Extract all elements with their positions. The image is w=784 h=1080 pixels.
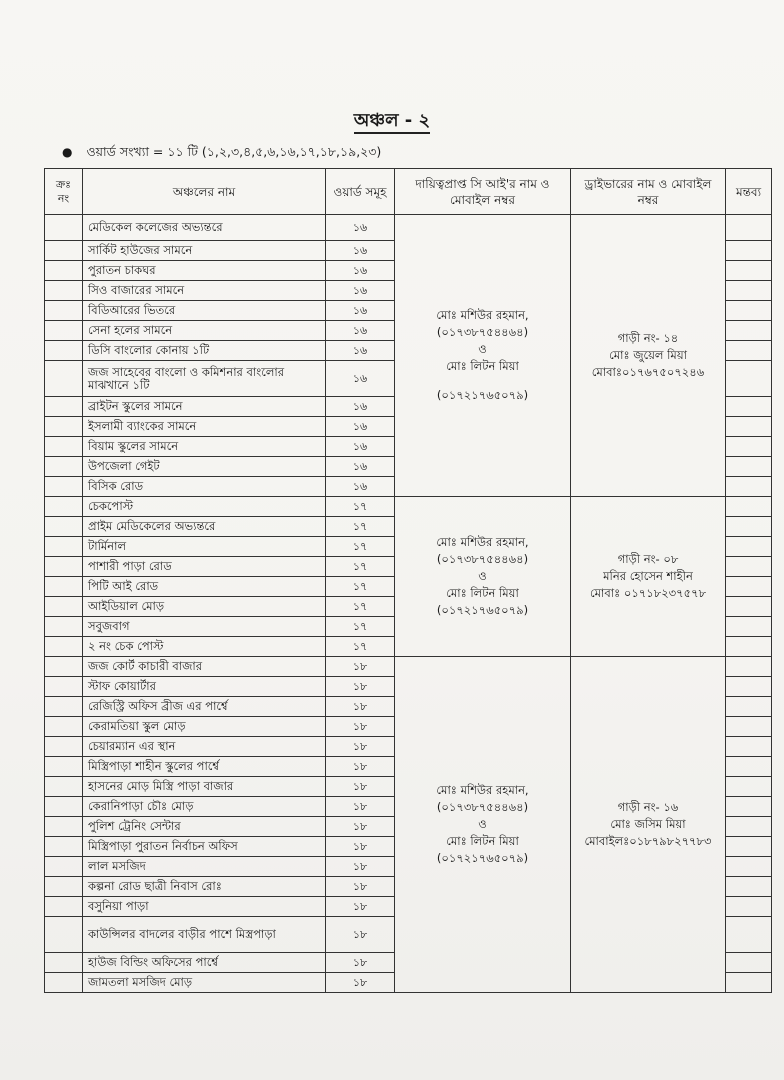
driver-contact-cell bbox=[571, 497, 726, 657]
remarks-cell bbox=[726, 261, 772, 281]
sl-cell bbox=[45, 797, 83, 817]
ci-contact-cell bbox=[395, 657, 571, 993]
sl-cell bbox=[45, 837, 83, 857]
remarks-cell bbox=[726, 817, 772, 837]
area-name-cell: হাসনের মোড় মিস্ত্রি পাড়া বাজার bbox=[83, 777, 326, 797]
area-name-cell: ২ নং চেক পোস্ট bbox=[83, 637, 326, 657]
sl-cell bbox=[45, 215, 83, 241]
sl-cell bbox=[45, 361, 83, 397]
area-name-cell: জজ কোর্ট কাচারী বাজার bbox=[83, 657, 326, 677]
ward-cell: ১৮ bbox=[326, 817, 395, 837]
ward-cell: ১৬ bbox=[326, 341, 395, 361]
area-name-cell: লাল মসজিদ bbox=[83, 857, 326, 877]
area-name-cell: বসুনিয়া পাড়া bbox=[83, 897, 326, 917]
sl-cell bbox=[45, 597, 83, 617]
remarks-cell bbox=[726, 477, 772, 497]
ward-cell: ১৮ bbox=[326, 737, 395, 757]
remarks-cell bbox=[726, 215, 772, 241]
remarks-cell bbox=[726, 717, 772, 737]
ci-line2: (০১৭৩৮৭৫৪৪৬৪) bbox=[436, 800, 529, 814]
sl-cell bbox=[45, 877, 83, 897]
ci-contact-cell bbox=[395, 215, 571, 497]
header-remarks: মন্তব্য bbox=[726, 169, 772, 215]
remarks-cell bbox=[726, 537, 772, 557]
remarks-cell bbox=[726, 797, 772, 817]
ward-cell: ১৬ bbox=[326, 261, 395, 281]
sl-cell bbox=[45, 301, 83, 321]
remarks-cell bbox=[726, 281, 772, 301]
ci-line5: (০১৭২১৭৬৫০৭৯) bbox=[436, 388, 529, 402]
ci-line2: (০১৭৩৮৭৫৪৪৬৪) bbox=[436, 552, 529, 566]
area-name-cell: চেয়ারম্যান এর স্থান bbox=[83, 737, 326, 757]
remarks-cell bbox=[726, 953, 772, 973]
ward-cell: ১৭ bbox=[326, 637, 395, 657]
remarks-cell bbox=[726, 241, 772, 261]
ward-cell: ১৬ bbox=[326, 301, 395, 321]
driver-line2: মোঃ জুয়েল মিয়া bbox=[609, 348, 687, 362]
ward-cell: ১৮ bbox=[326, 697, 395, 717]
ci-line5: (০১৭২১৭৬৫০৭৯) bbox=[436, 603, 529, 617]
remarks-cell bbox=[726, 677, 772, 697]
area-name-cell: জজ সাহেবের বাংলো ও কমিশনার বাংলোর মাঝখানে ১টি bbox=[83, 361, 326, 397]
sl-cell bbox=[45, 557, 83, 577]
ci-contact-cell bbox=[395, 497, 571, 657]
area-name-cell: রেজিস্ট্রি অফিস ব্রীজ এর পার্শ্বে bbox=[83, 697, 326, 717]
sl-cell bbox=[45, 241, 83, 261]
driver-line2: মনির হোসেন শাহীন bbox=[603, 569, 693, 583]
ward-cell: ১৮ bbox=[326, 917, 395, 953]
ward-cell: ১৮ bbox=[326, 897, 395, 917]
remarks-cell bbox=[726, 837, 772, 857]
ward-cell: ১৮ bbox=[326, 973, 395, 993]
remarks-cell bbox=[726, 361, 772, 397]
ward-cell: ১৭ bbox=[326, 517, 395, 537]
sl-cell bbox=[45, 657, 83, 677]
table-row bbox=[45, 657, 772, 677]
sl-cell bbox=[45, 321, 83, 341]
sl-cell bbox=[45, 417, 83, 437]
ward-cell: ১৬ bbox=[326, 417, 395, 437]
ward-cell: ১৬ bbox=[326, 321, 395, 341]
area-name-cell: উপজেলা গেইট bbox=[83, 457, 326, 477]
remarks-cell bbox=[726, 457, 772, 477]
sl-cell bbox=[45, 637, 83, 657]
ward-cell: ১৮ bbox=[326, 877, 395, 897]
driver-line3: মোবাঃ ০১৭১৮২৩৭৫৭৮ bbox=[589, 586, 707, 600]
area-name-cell: মেডিকেল কলেজের অভ্যন্তরে bbox=[83, 215, 326, 241]
ward-cell: ১৮ bbox=[326, 777, 395, 797]
ci-line2: (০১৭৩৮৭৫৪৪৬৪) bbox=[436, 325, 529, 339]
area-name-cell: মিস্ত্রিপাড়া পুরাতন নির্বাচন অফিস bbox=[83, 837, 326, 857]
ward-cell: ১৮ bbox=[326, 837, 395, 857]
sl-cell bbox=[45, 777, 83, 797]
sl-cell bbox=[45, 437, 83, 457]
remarks-cell bbox=[726, 897, 772, 917]
area-name-cell: ব্রাইটন স্কুলের সামনে bbox=[83, 397, 326, 417]
zone-table bbox=[44, 168, 772, 993]
remarks-cell bbox=[726, 517, 772, 537]
header-ward: ওয়ার্ড সমূহ bbox=[326, 169, 395, 215]
ward-cell: ১৬ bbox=[326, 361, 395, 397]
sl-cell bbox=[45, 477, 83, 497]
remarks-cell bbox=[726, 697, 772, 717]
header-area: অঞ্চলের নাম bbox=[83, 169, 326, 215]
sl-cell bbox=[45, 497, 83, 517]
remarks-cell bbox=[726, 497, 772, 517]
ward-cell: ১৭ bbox=[326, 537, 395, 557]
ci-line3: ও bbox=[478, 569, 487, 583]
ward-cell: ১৮ bbox=[326, 657, 395, 677]
ci-line3: ও bbox=[478, 817, 487, 831]
area-name-cell: আইডিয়াল মোড় bbox=[83, 597, 326, 617]
ward-cell: ১৭ bbox=[326, 557, 395, 577]
remarks-cell bbox=[726, 877, 772, 897]
ward-cell: ১৮ bbox=[326, 857, 395, 877]
remarks-cell bbox=[726, 341, 772, 361]
remarks-cell bbox=[726, 321, 772, 341]
ward-cell: ১৭ bbox=[326, 577, 395, 597]
ci-line4: মোঃ লিটন মিয়া bbox=[446, 359, 519, 373]
remarks-cell bbox=[726, 301, 772, 321]
ci-line1: মোঃ মশিউর রহমান, bbox=[436, 308, 529, 322]
ci-line3: ও bbox=[478, 342, 487, 356]
remarks-cell bbox=[726, 657, 772, 677]
sl-cell bbox=[45, 261, 83, 281]
remarks-cell bbox=[726, 973, 772, 993]
driver-line1: গাড়ী নং- ১৬ bbox=[617, 800, 679, 814]
remarks-cell bbox=[726, 617, 772, 637]
driver-contact-cell bbox=[571, 215, 726, 497]
sl-cell bbox=[45, 757, 83, 777]
ward-cell: ১৮ bbox=[326, 757, 395, 777]
area-name-cell: ডিসি বাংলোর কোনায় ১টি bbox=[83, 341, 326, 361]
ci-line4: মোঃ লিটন মিয়া bbox=[446, 834, 519, 848]
area-name-cell: সার্কিট হাউজের সামনে bbox=[83, 241, 326, 261]
area-name-cell: চেকপোস্ট bbox=[83, 497, 326, 517]
table-row bbox=[45, 497, 772, 517]
remarks-cell bbox=[726, 757, 772, 777]
area-name-cell: পুরাতন চাকঘর bbox=[83, 261, 326, 281]
sl-cell bbox=[45, 517, 83, 537]
header-sl: ক্রঃ নং bbox=[45, 169, 83, 215]
remarks-cell bbox=[726, 577, 772, 597]
page-title bbox=[0, 106, 784, 137]
ward-cell: ১৬ bbox=[326, 215, 395, 241]
bullet-icon: ● bbox=[62, 145, 73, 159]
area-name-cell: স্টাফ কোয়ার্টার bbox=[83, 677, 326, 697]
driver-line2: মোঃ জসিম মিয়া bbox=[610, 817, 686, 831]
remarks-cell bbox=[726, 557, 772, 577]
area-name-cell: পিটি আই রোড bbox=[83, 577, 326, 597]
area-name-cell: হাউজ বিল্ডিং অফিসের পার্শ্বে bbox=[83, 953, 326, 973]
sl-cell bbox=[45, 737, 83, 757]
remarks-cell bbox=[726, 777, 772, 797]
ward-cell: ১৬ bbox=[326, 281, 395, 301]
sl-cell bbox=[45, 917, 83, 953]
ward-cell: ১৭ bbox=[326, 617, 395, 637]
sl-cell bbox=[45, 397, 83, 417]
sl-cell bbox=[45, 537, 83, 557]
area-name-cell: বিডিআরের ভিতরে bbox=[83, 301, 326, 321]
sl-cell bbox=[45, 717, 83, 737]
ward-count-text: ওয়ার্ড সংখ্যা = ১১ টি (১,২,৩,৪,৫,৬,১৬,১৭,১৮,১৯,২৩) bbox=[86, 144, 382, 159]
ward-count-line bbox=[62, 144, 381, 164]
sl-cell bbox=[45, 457, 83, 477]
area-name-cell: সেনা হলের সামনে bbox=[83, 321, 326, 341]
sl-cell bbox=[45, 617, 83, 637]
ward-cell: ১৮ bbox=[326, 797, 395, 817]
sl-cell bbox=[45, 897, 83, 917]
remarks-cell bbox=[726, 397, 772, 417]
remarks-cell bbox=[726, 637, 772, 657]
area-name-cell: বিয়াম স্কুলের সামনে bbox=[83, 437, 326, 457]
sl-cell bbox=[45, 857, 83, 877]
ward-cell: ১৬ bbox=[326, 457, 395, 477]
ci-line5: (০১৭২১৭৬৫০৭৯) bbox=[436, 851, 529, 865]
driver-contact-cell bbox=[571, 657, 726, 993]
remarks-cell bbox=[726, 597, 772, 617]
page-title-text: অঞ্চল - ২ bbox=[354, 110, 430, 134]
ward-cell: ১৬ bbox=[326, 477, 395, 497]
area-name-cell: প্রাইম মেডিকেলের অভ্যন্তরে bbox=[83, 517, 326, 537]
sl-cell bbox=[45, 677, 83, 697]
area-name-cell: সবুজবাগ bbox=[83, 617, 326, 637]
table-row bbox=[45, 215, 772, 241]
ward-cell: ১৮ bbox=[326, 953, 395, 973]
remarks-cell bbox=[726, 437, 772, 457]
area-name-cell: সিও বাজারের সামনে bbox=[83, 281, 326, 301]
area-name-cell: কাউন্সিলর বাদলের বাড়ীর পাশে মিস্ত্রপাড়া bbox=[83, 917, 326, 953]
ci-line1: মোঃ মশিউর রহমান, bbox=[436, 783, 529, 797]
driver-line1: গাড়ী নং- ০৮ bbox=[617, 552, 679, 566]
area-name-cell: টার্মিনাল bbox=[83, 537, 326, 557]
area-name-cell: ইসলামী ব্যাংকের সামনে bbox=[83, 417, 326, 437]
sl-cell bbox=[45, 953, 83, 973]
sl-cell bbox=[45, 281, 83, 301]
area-name-cell: কেরানিপাড়া চৌঃ মোড় bbox=[83, 797, 326, 817]
area-name-cell: বিসিক রোড bbox=[83, 477, 326, 497]
driver-line3: মোবাঃ০১৭৬৭৫০৭২৪৬ bbox=[591, 365, 705, 379]
ward-cell: ১৬ bbox=[326, 437, 395, 457]
area-name-cell: কেরামতিয়া স্কুল মোড় bbox=[83, 717, 326, 737]
header-ci: দায়িত্বপ্রাপ্ত সি আই'র নাম ও মোবাইল নম্বর bbox=[395, 169, 571, 215]
header-driver: ড্রাইভারের নাম ও মোবাইল নম্বর bbox=[571, 169, 726, 215]
remarks-cell bbox=[726, 857, 772, 877]
remarks-cell bbox=[726, 417, 772, 437]
remarks-cell bbox=[726, 737, 772, 757]
ward-cell: ১৭ bbox=[326, 497, 395, 517]
table-header-row bbox=[45, 169, 772, 215]
ward-cell: ১৮ bbox=[326, 677, 395, 697]
sl-cell bbox=[45, 817, 83, 837]
area-name-cell: মিস্ত্রিপাড়া শাহীন স্কুলের পার্শ্বে bbox=[83, 757, 326, 777]
sl-cell bbox=[45, 973, 83, 993]
ward-cell: ১৮ bbox=[326, 717, 395, 737]
ward-cell: ১৭ bbox=[326, 597, 395, 617]
remarks-cell bbox=[726, 917, 772, 953]
ward-cell: ১৬ bbox=[326, 241, 395, 261]
ci-line4: মোঃ লিটন মিয়া bbox=[446, 586, 519, 600]
driver-line1: গাড়ী নং- ১৪ bbox=[617, 331, 679, 345]
area-name-cell: কল্পনা রোড ছাত্রী নিবাস রোঃ bbox=[83, 877, 326, 897]
area-name-cell: পুলিশ ট্রেনিং সেন্টার bbox=[83, 817, 326, 837]
sl-cell bbox=[45, 697, 83, 717]
sl-cell bbox=[45, 341, 83, 361]
area-name-cell: জামতলা মসজিদ মোড় bbox=[83, 973, 326, 993]
driver-line3: মোবাইলঃ০১৮৭৯৮২৭৭৮৩ bbox=[584, 834, 712, 848]
sl-cell bbox=[45, 577, 83, 597]
ci-line1: মোঃ মশিউর রহমান, bbox=[436, 535, 529, 549]
ward-cell: ১৬ bbox=[326, 397, 395, 417]
area-name-cell: পাশারী পাড়া রোড bbox=[83, 557, 326, 577]
